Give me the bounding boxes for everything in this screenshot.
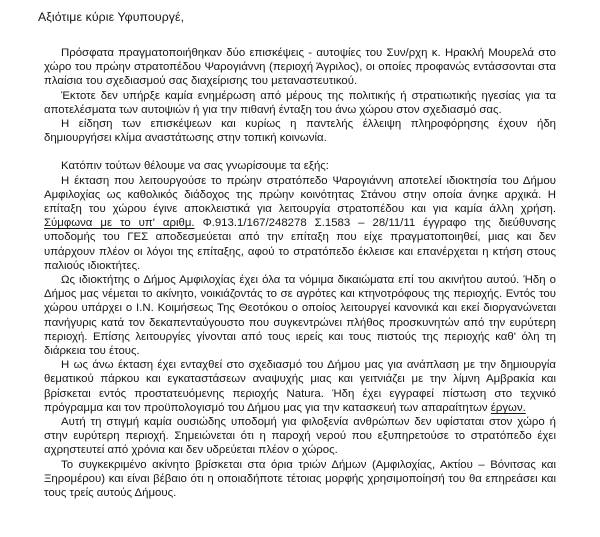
paragraph-municipal-borders: Το συγκεκριμένο ακίνητο βρίσκεται στα όρια τριών Δήμων (Αμφιλοχίας, Ακτίου – Βόνιτσας και Ξηρομέρου) και είναι βέβαιο ότι η οποιαδήποτε τέτοιας μορφής χρησιμοποίησή του θα επηρεάσει και τους τρείς αυτούς Δήμους.: [44, 458, 556, 500]
salutation: Αξιότιμε κύριε Υφυπουργέ,: [38, 10, 185, 24]
intro-paragraph-no-information: Έκτοτε δεν υπήρξε καμία ενημέρωση από μέρους της πολιτικής ή στρατιωτικής ηγεσίας για τα αποτελέσματα των αυτοψιών ή για την πιθανή ένταξη του άνω χώρου στον σχεδιασμό σας.: [44, 89, 556, 116]
intro-paragraph-visits: Πρόσφατα πραγματοποιήθηκαν δύο επισκέψεις - αυτοψίες του Συν/ρχη κ. Ηρακλή Μουρελά στο χώρο του πρώην στρατοπέδου Ψαρογιάννη (περιοχή Άγριλος), οι οποίες προφανώς εντάσσονται στα πλαίσια του σχεδιασμού σας διαχείρισης του μεταναστευτικού.: [44, 47, 556, 88]
paragraph-ownership: [44, 174, 556, 273]
paragraph-gap: [44, 145, 556, 159]
paragraph-infrastructure: Αυτή τη στιγμή καμία ουσιώδης υποδομή για φιλοξενία ανθρώπων δεν υφίσταται στον χώρο ή στην ευρύτερη περιοχή. Σημειώνεται ότι η παροχή νερού που εξυπηρετούσε το στρατόπεδο έχει αχρηστευτεί από χρόνια και δεν υδρεύεται πλέον ο χώρος.: [44, 416, 556, 457]
ownership-text: Η έκταση που λειτουργούσε το πρώην στρατόπεδο Ψαρογιάννη αποτελεί ιδιοκτησία του Δήμου Αμφιλοχίας ως καθολικός διάδοχος της πρώην κοινότητας Στάνου στην οποία άνηκε αρχικά. Η επίταξη του χώρου έγινε αποκλειστικά για λειτουργία στρατοπέδου και για καμία άλλη χρήση.: [44, 174, 556, 216]
letter-body: [44, 46, 556, 500]
planning-text: Η ως άνω έκταση έχει ενταχθεί στο σχεδιασμό του Δήμου μας για ανάπλαση με την δημιουργία θεματικού πάρκου και εγκαταστάσεων αναψυχής μιας και γειτνιάζει με την λίμνη Αμβρακία και βρίσκεται εντός προστατευόμενης περιοχής Natura. Ήδη έχει εγγραφεί πίστωση στο τεχνικό πρόγραμμα και τον προϋπολογισμό του Δήμου μας για την κατασκευή των απαραίτητων: [44, 359, 556, 414]
paragraph-municipal-planning: [44, 358, 556, 415]
planning-works-underlined: έργων.: [490, 401, 526, 414]
paragraph-ownership-rights: Ως ιδιοκτήτης ο Δήμος Αμφιλοχίας έχει όλα τα νόμιμα δικαιώματα επί του ακινήτου αυτού. Ήδη ο Δήμος μας νέμεται το ακίνητο, νοικιάζοντάς το σε αγρότες και κτηνοτρόφους της περιοχής. Εντός του χώρου υπάρχει ο Ι.Ν. Κοιμήσεως Της Θεοτόκου ο οποίος λειτουργεί κανονικά και εκεί διοργανώνεται πανήγυρις κατά τον δεκαπενταύγουστο που συγκεντρώνει πλήθος προσκυνητών από την ευρύτερη περιοχή. Επίσης λειτουργίες γίνονται από τους ιερείς και τους πιστούς της περιοχής καθ' όλη τη διάρκεια του έτους.: [44, 274, 556, 358]
ownership-text-continued: Φ.913.1/167/248278 Σ.1583 – 28/11/11 έγγραφο της διεύθυνσης υποδομής του ΓΕΣ αποδεσμεύεται από την επίταξη που είχε πραγματοποιηθεί, μιας και δεν υπάρχουν πλέον οι λόγοι της επίταξης, αφού το στρατόπεδο έκλεισε και επανέρχεται η κτήση στους παλιούς ιδιοκτήτες.: [44, 217, 556, 272]
points-intro: Κατόπιν τούτων θέλουμε να σας γνωρίσουμε τα εξής:: [61, 160, 329, 173]
intro-paragraph-local-unrest: Η είδηση των επισκέψεων και κυρίως η παντελής έλλειψη πληροφόρησης έχουν ήδη δημιουργήσει κλίμα αναστάτωσης στην τοπική κοινωνία.: [44, 118, 556, 145]
ownership-reference-underlined: Σύμφωνα με το υπ' αριθμ.: [44, 217, 195, 230]
